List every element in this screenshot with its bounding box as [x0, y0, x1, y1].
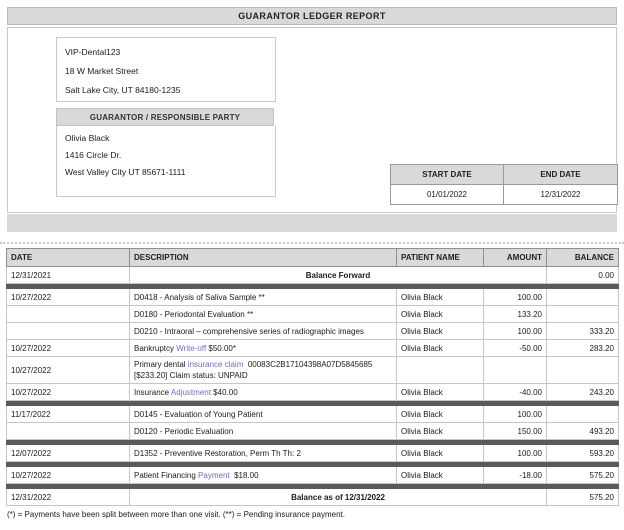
description-text: 00083C2B17104398A07D5845685 [$233.20] Claim status: UNPAID	[134, 360, 375, 380]
header-footer-band	[7, 214, 617, 232]
cell-date: 10/27/2022	[7, 357, 130, 384]
description-text: Bankruptcy	[134, 343, 177, 353]
cell-description	[130, 340, 397, 357]
guarantor-city: West Valley City UT 85671-1111	[65, 167, 186, 177]
cell-description	[130, 445, 397, 462]
end-date-value: 12/31/2022	[504, 185, 618, 205]
transaction-row	[7, 289, 619, 306]
start-date-header: START DATE	[391, 165, 504, 185]
cell-balance: 575.20	[547, 467, 619, 484]
ledger-table-body	[7, 267, 619, 506]
footnote: (*) = Payments have been split between more than one visit. (**) = Pending insurance payment.	[7, 510, 345, 519]
description-text: D0418 - Analysis of Saliva Sample **	[134, 292, 265, 302]
description-text: Insurance	[134, 387, 171, 397]
cell-date	[7, 423, 130, 440]
cell-date: 11/17/2022	[7, 406, 130, 423]
transaction-row	[7, 323, 619, 340]
cell-description	[130, 423, 397, 440]
cell-amount: 100.00	[484, 445, 547, 462]
cell-amount	[484, 357, 547, 384]
transaction-type-text: Adjustment	[170, 387, 211, 397]
cell-patient-name: Olivia Black	[397, 289, 484, 306]
practice-address-box	[56, 37, 276, 102]
transaction-row	[7, 406, 619, 423]
description-text: D1352 - Preventive Restoration, Perm Th Th: 2	[134, 448, 301, 458]
column-header-date: DATE	[7, 249, 130, 267]
cell-description	[130, 323, 397, 340]
cell-patient-name: Olivia Black	[397, 423, 484, 440]
cell-date: 10/27/2022	[7, 467, 130, 484]
cell-date: 10/27/2022	[7, 384, 130, 401]
transaction-row	[7, 340, 619, 357]
guarantor-address-box	[56, 126, 276, 197]
cell-description	[130, 289, 397, 306]
page-break-separator	[0, 242, 624, 244]
transaction-row	[7, 467, 619, 484]
cell-description	[130, 357, 397, 384]
cell-amount: 100.00	[484, 406, 547, 423]
cell-amount: 100.00	[484, 289, 547, 306]
practice-street: 18 W Market Street	[65, 66, 139, 76]
cell-patient-name: Olivia Black	[397, 306, 484, 323]
date-range-table	[390, 164, 618, 205]
transaction-row	[7, 445, 619, 462]
cell-patient-name: Olivia Black	[397, 340, 484, 357]
cell-balance	[547, 289, 619, 306]
cell-balance	[547, 406, 619, 423]
ledger-table	[6, 248, 619, 506]
report-header-section	[7, 27, 617, 213]
cell-date: 12/31/2021	[7, 267, 130, 284]
description-text: $40.00	[210, 387, 238, 397]
cell-date: 10/27/2022	[7, 289, 130, 306]
cell-patient-name: Olivia Black	[397, 384, 484, 401]
end-date-header: END DATE	[504, 165, 618, 185]
cell-balance: 593.20	[547, 445, 619, 462]
transaction-row	[7, 384, 619, 401]
cell-date: 12/31/2022	[7, 489, 130, 506]
cell-balance	[547, 306, 619, 323]
description-text: D0180 - Periodontal Evaluation **	[134, 309, 254, 319]
cell-balance: 575.20	[547, 489, 619, 506]
practice-city: Salt Lake City, UT 84180-1235	[65, 85, 181, 95]
cell-amount: 100.00	[484, 323, 547, 340]
guarantor-street: 1416 Circle Dr.	[65, 150, 122, 160]
cell-amount: 133.20	[484, 306, 547, 323]
guarantor-name: Olivia Black	[65, 133, 110, 143]
cell-description	[130, 406, 397, 423]
summary-row	[7, 267, 619, 284]
cell-date	[7, 323, 130, 340]
cell-date	[7, 306, 130, 323]
cell-balance: 493.20	[547, 423, 619, 440]
cell-patient-name: Olivia Black	[397, 467, 484, 484]
summary-row	[7, 489, 619, 506]
transaction-type-text: Payment	[198, 470, 230, 480]
cell-amount: -18.00	[484, 467, 547, 484]
cell-amount: -50.00	[484, 340, 547, 357]
report-title: GUARANTOR LEDGER REPORT	[7, 7, 617, 25]
transaction-row	[7, 306, 619, 323]
cell-amount: 150.00	[484, 423, 547, 440]
description-text: $18.00	[229, 470, 259, 480]
column-header-description: DESCRIPTION	[130, 249, 397, 267]
ledger-header-row	[7, 249, 619, 267]
cell-amount: -40.00	[484, 384, 547, 401]
column-header-balance: BALANCE	[547, 249, 619, 267]
guarantor-section-header: GUARANTOR / RESPONSIBLE PARTY	[56, 108, 274, 126]
column-header-patient: PATIENT NAME	[397, 249, 484, 267]
cell-description	[130, 384, 397, 401]
description-text: Patient Financing	[134, 470, 199, 480]
description-text: $50.00*	[206, 343, 236, 353]
cell-balance: 243.20	[547, 384, 619, 401]
cell-summary-label: Balance as of 12/31/2022	[130, 489, 547, 506]
cell-balance: 333.20	[547, 323, 619, 340]
transaction-type-text: insurance claim	[187, 360, 244, 369]
cell-balance: 283.20	[547, 340, 619, 357]
cell-patient-name: Olivia Black	[397, 406, 484, 423]
transaction-row	[7, 423, 619, 440]
description-text: D0210 - Intraoral – comprehensive series of radiographic images	[134, 326, 364, 336]
cell-patient-name: Olivia Black	[397, 323, 484, 340]
practice-name: VIP-Dental123	[65, 47, 121, 57]
description-text: D0120 - Periodic Evaluation	[134, 426, 234, 436]
cell-balance	[547, 357, 619, 384]
cell-patient-name: Olivia Black	[397, 445, 484, 462]
transaction-type-text: Write-off	[176, 343, 207, 353]
cell-patient-name	[397, 357, 484, 384]
transaction-row	[7, 357, 619, 384]
cell-description	[130, 467, 397, 484]
description-text: Primary dental	[134, 360, 188, 369]
cell-description	[130, 306, 397, 323]
description-text: D0145 - Evaluation of Young Patient	[134, 409, 263, 419]
cell-balance: 0.00	[547, 267, 619, 284]
start-date-value: 01/01/2022	[391, 185, 504, 205]
cell-date: 10/27/2022	[7, 340, 130, 357]
cell-date: 12/07/2022	[7, 445, 130, 462]
cell-summary-label: Balance Forward	[130, 267, 547, 284]
column-header-amount: AMOUNT	[484, 249, 547, 267]
